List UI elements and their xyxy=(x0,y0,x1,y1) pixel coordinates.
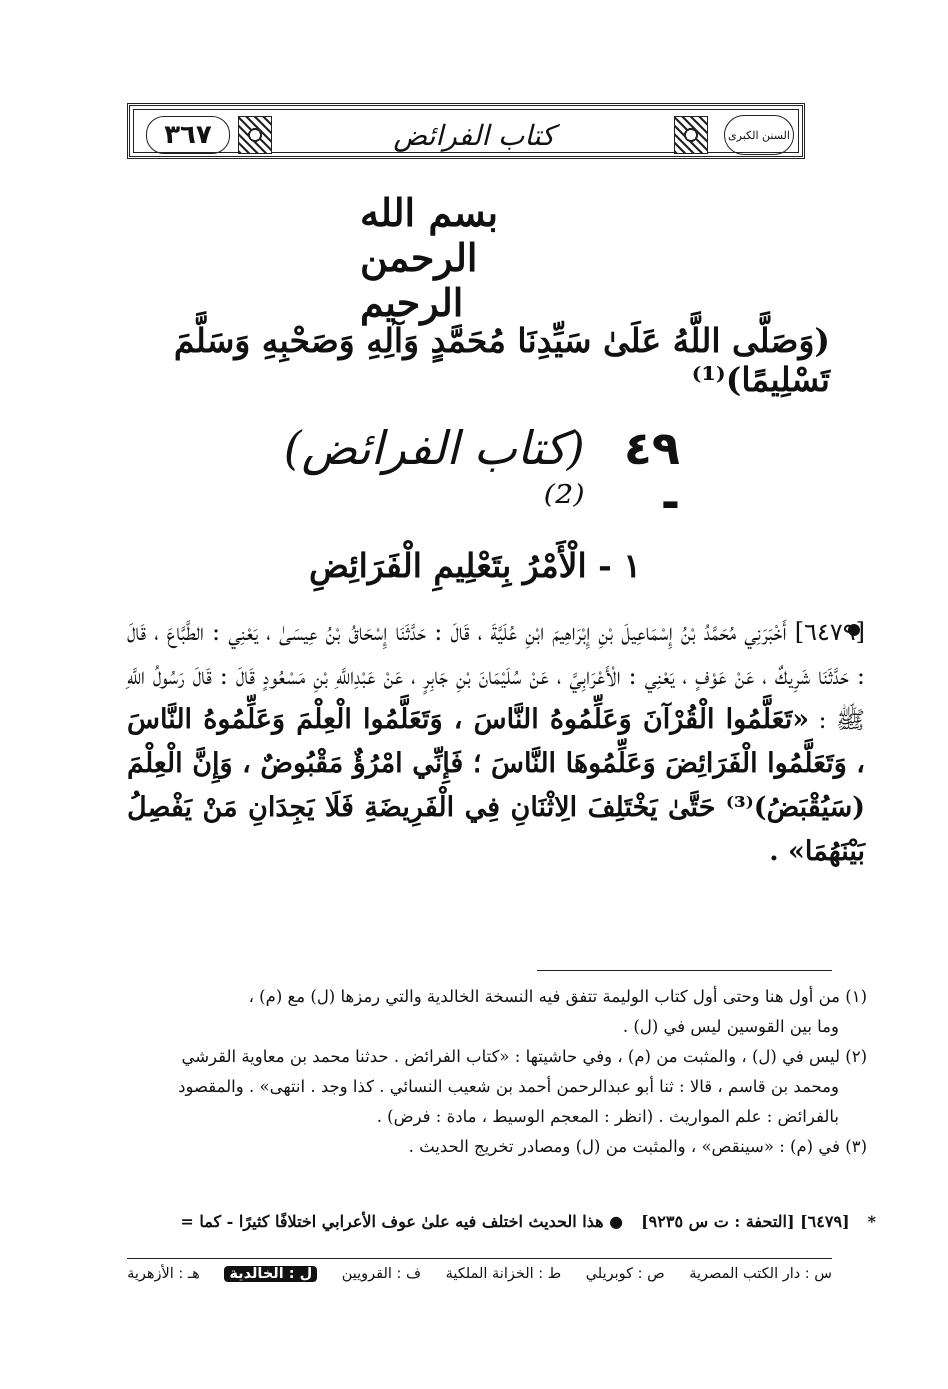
chapter-title: ١ - الْأَمْرُ بِتَعْلِيمِ الْفَرَائِضِ xyxy=(308,545,642,585)
basmala: بسم الله الرحمن الرحيم xyxy=(360,189,499,325)
hadith-matn: «تَعَلَّمُوا الْقُرْآنَ وَعَلِّمُوهُ النَّاسَ ، وَتَعَلَّمُوا الْعِلْمَ وَعَلِّمُوهُ النَّاسَ ، وَتَعَلَّمُوا الْفَرَائِضَ وَعَلِّمُوهَا النَّاسَ ؛ فَإِنِّي امْرُؤٌ مَقْبُوضٌ ، وَإِنَّ الْعِلْمَ (سَيُقْبَضُ)⁽³⁾ حَتَّىٰ يَخْتَلِفَ الِاثْنَانِ فِي الْفَرِيضَةِ فَلَا يَجِدَانِ مَنْ يَفْصِلُ بَيْنَهُمَا» . xyxy=(127,704,865,867)
footnote-line: وما بين القوسين ليس في (ل) . xyxy=(622,1017,839,1036)
star-icon: * xyxy=(867,1212,876,1231)
book-number: ٤٩ - xyxy=(623,421,680,529)
manuscript-sigla xyxy=(127,1266,832,1282)
footnotes xyxy=(127,982,867,1162)
publisher-logo: السنن الكبرى xyxy=(724,115,794,155)
book-title: (كتاب الفرائض)⁽²⁾ xyxy=(283,421,585,529)
siglum: هـ : الأزهرية xyxy=(127,1266,200,1282)
footnote-line: (٣) في (م) : «سينقص» ، والمثبت من (ل) ومصادر تخريج الحديث . xyxy=(408,1137,867,1156)
footnote-line: (٢) ليس في (ل) ، والمثبت من (م) ، وفي حاشيتها : «كتاب الفرائض . حدثنا محمد بن معاوية القرشي xyxy=(181,1047,867,1066)
header-frame xyxy=(133,109,799,153)
takhrij-line xyxy=(120,1212,876,1231)
siglum: ص : كوبريلي xyxy=(585,1266,665,1282)
footnote-line: ومحمد بن قاسم ، قالا : ثنا أبو عبدالرحمن أحمد بن شعيب النسائي . كذا وجد . انتهى» . والمقصود xyxy=(178,1077,839,1096)
takhrij-note: ● هذا الحديث اختلف فيه علىٰ عوف الأعرابي اختلافًا كثيرًا - كما = xyxy=(180,1212,624,1231)
siglum: س : دار الكتب المصرية xyxy=(689,1266,832,1282)
header-book-title: كتاب الفرائض xyxy=(393,118,555,152)
ornament-icon xyxy=(238,116,272,154)
footnote-line: (١) من أول هنا وحتى أول كتاب الوليمة تتفق فيه النسخة الخالدية والتي رمزها (ل) مع (م) ، xyxy=(248,987,867,1006)
page-number: ٣٦٧ xyxy=(164,120,212,150)
salawat-line: (وَصَلَّى اللَّهُ عَلَىٰ سَيِّدِنَا مُحَمَّدٍ وَآلِهِ وَصَحْبِهِ وَسَلَّمَ تَسْلِيمًا)⁽¹⁾ xyxy=(173,321,830,399)
takhrij-ref: [٦٤٧٩] [التحفة : ت س ٩٢٣٥] xyxy=(641,1212,850,1231)
page-number-box xyxy=(146,116,230,154)
siglum: ف : القرويين xyxy=(341,1266,422,1282)
page-header xyxy=(127,103,805,159)
hadith-isnad: [٦٤٧٩] أَخْبَرَنِي مُحَمَّدُ بْنُ إِسْمَاعِيلَ بْنِ إِبْرَاهِيمَ ابْنِ عُلَيَّةَ ، قَالَ : حَدَّثَنَا إِسْحَاقُ بْنُ عِيسَىٰ ، يَعْنِي : الطَّبَّاعَ ، قَالَ : حَدَّثَنَا شَرِيكٌ ، عَنْ عَوْفٍ ، يَعْنِي : الْأَعْرَابِيَّ ، عَنْ سُلَيْمَانَ بْنِ جَابِرٍ ، عَنْ عَبْدِاللَّهِ بْنِ مَسْعُودٍ قَالَ : قَالَ رَسُولُ اللَّهِ ﷺ : xyxy=(127,618,865,734)
sigla-divider xyxy=(127,1258,832,1259)
siglum-highlighted: ل : الخالدية xyxy=(224,1266,317,1282)
book-heading xyxy=(280,421,680,529)
footnote-divider xyxy=(537,970,832,971)
ornament-icon xyxy=(674,116,708,154)
siglum: ط : الخزانة الملكية xyxy=(445,1266,562,1282)
hadith-text xyxy=(127,610,865,874)
footnote-line: بالفرائض : علم المواريث . (انظر : المعجم الوسيط ، مادة : فرض) . xyxy=(376,1107,839,1126)
